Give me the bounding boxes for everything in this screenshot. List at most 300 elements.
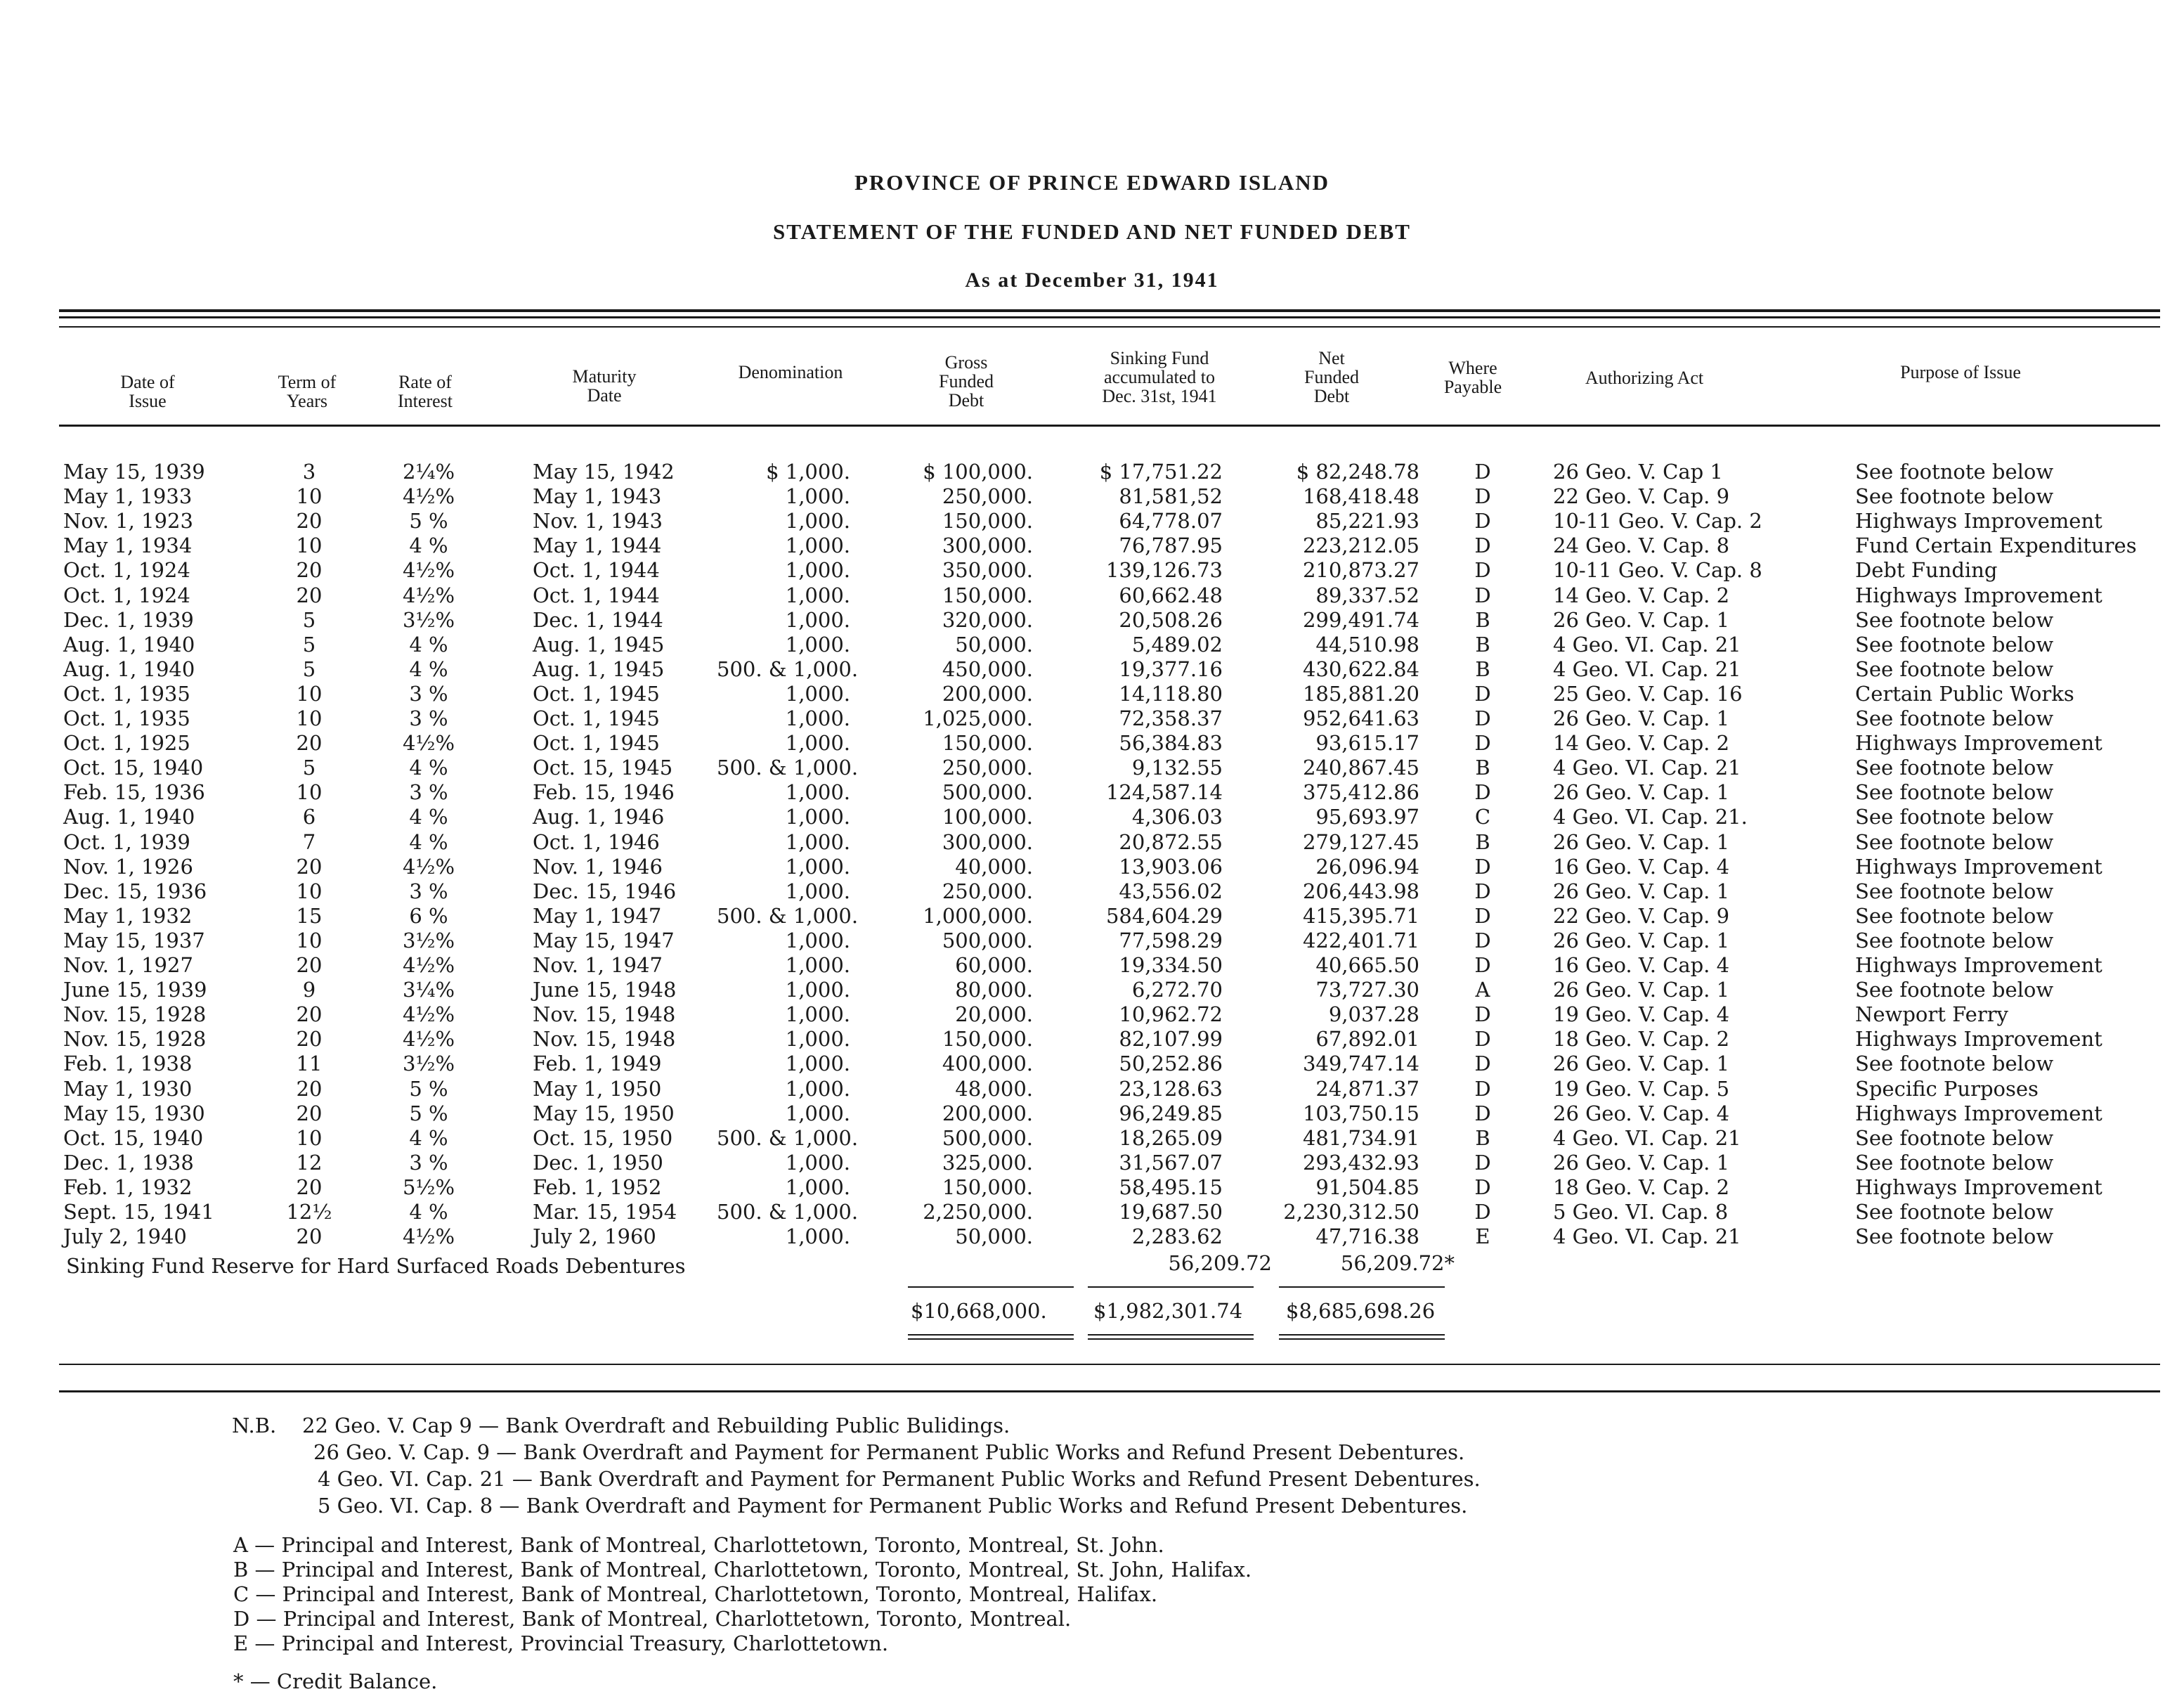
cell-issue: Oct. 1, 1939	[63, 829, 190, 854]
top-rule-1	[59, 309, 2160, 312]
cell-term: 7	[302, 829, 316, 854]
cell-denom: 1,000.	[785, 854, 850, 879]
cell-purpose: See footnote below	[1855, 879, 2054, 903]
cell-purpose: See footnote below	[1855, 1052, 2054, 1076]
cell-purpose: See footnote below	[1855, 978, 2054, 1002]
cell-sinking: 9,132.55	[1131, 756, 1223, 780]
cell-where: D	[1474, 1002, 1491, 1027]
cell-gross: 450,000.	[942, 657, 1033, 681]
cell-rate: 2¼%	[402, 460, 455, 484]
cell-where: D	[1474, 879, 1491, 903]
cell-rate: 4 %	[409, 756, 448, 780]
cell-purpose: Highways Improvement	[1855, 1101, 2102, 1125]
cell-sinking: 23,128.63	[1119, 1076, 1223, 1101]
net-total-underline-2	[1279, 1338, 1445, 1340]
cell-net: 293,432.93	[1302, 1150, 1419, 1175]
cell-where: E	[1475, 1224, 1490, 1249]
cell-purpose: See footnote below	[1855, 829, 2054, 854]
table-row	[0, 509, 2184, 534]
cell-act: 24 Geo. V. Cap. 8	[1553, 534, 1730, 558]
header-where	[1431, 358, 1515, 396]
cell-net: 210,873.27	[1302, 558, 1419, 583]
cell-issue: May 15, 1937	[63, 928, 205, 952]
cell-sinking: 76,787.95	[1119, 534, 1223, 558]
sinking-total-underline-2	[1088, 1338, 1254, 1340]
cell-sinking: 4,306.03	[1131, 805, 1223, 829]
cell-rate: 5½%	[402, 1175, 455, 1199]
net-total-underline	[1279, 1334, 1445, 1336]
cell-term: 12	[296, 1150, 323, 1175]
cell-sinking: 14,118.80	[1119, 681, 1223, 706]
cell-term: 20	[296, 1175, 323, 1199]
cell-issue: Sept. 15, 1941	[63, 1200, 214, 1224]
cell-term: 12½	[286, 1200, 332, 1224]
cell-term: 20	[296, 1027, 323, 1052]
total-sinking: $1,982,301.74	[1093, 1299, 1243, 1323]
cell-sinking: 31,567.07	[1119, 1150, 1223, 1175]
cell-rate: 3 %	[409, 879, 448, 903]
cell-term: 15	[296, 903, 323, 928]
cell-denom: 1,000.	[785, 953, 850, 977]
header-line: Issue	[129, 391, 167, 411]
cell-term: 3	[302, 460, 316, 484]
cell-term: 20	[296, 1101, 323, 1125]
header-line: Funded	[939, 371, 994, 392]
header-line: Gross	[944, 352, 988, 373]
table-row	[0, 1052, 2184, 1076]
cell-term: 5	[302, 657, 316, 681]
cell-act: 25 Geo. V. Cap. 16	[1553, 681, 1743, 706]
cell-issue: May 1, 1930	[63, 1076, 193, 1101]
cell-sinking: 5,489.02	[1131, 632, 1223, 657]
header-line: Date	[587, 385, 622, 406]
cell-denom: 1,000.	[785, 583, 850, 607]
cell-rate: 4 %	[409, 805, 448, 829]
cell-net: 279,127.45	[1302, 829, 1419, 854]
cell-rate: 4½%	[402, 583, 455, 607]
cell-net: 44,510.98	[1315, 632, 1419, 657]
cell-sinking: 20,508.26	[1119, 607, 1223, 632]
cell-issue: May 15, 1930	[63, 1101, 205, 1125]
cell-maturity: Oct. 15, 1945	[533, 756, 673, 780]
cell-rate: 6 %	[409, 903, 448, 928]
cell-gross: 150,000.	[942, 731, 1033, 756]
cell-issue: Nov. 15, 1928	[63, 1027, 207, 1052]
cell-net: 952,641.63	[1302, 706, 1419, 730]
cell-denom: 1,000.	[785, 780, 850, 805]
legend-line: E — Principal and Interest, Provincial Treasury, Charlottetown.	[233, 1631, 889, 1655]
header-term	[261, 373, 353, 410]
cell-net: 168,418.48	[1302, 484, 1419, 509]
cell-act: 4 Geo. VI. Cap. 21	[1553, 1125, 1741, 1150]
cell-issue: Aug. 1, 1940	[63, 805, 195, 829]
header-line: Rate of	[398, 372, 452, 392]
cell-maturity: May 1, 1947	[533, 903, 662, 928]
sinking-total-rule	[1088, 1286, 1254, 1288]
cell-sinking: 82,107.99	[1119, 1027, 1223, 1052]
cell-gross: 500,000.	[942, 780, 1033, 805]
cell-net: 299,491.74	[1302, 607, 1419, 632]
table-row	[0, 978, 2184, 1002]
header-line: Years	[286, 391, 328, 411]
cell-term: 20	[296, 509, 323, 534]
cell-sinking: 18,265.09	[1119, 1125, 1223, 1150]
cell-maturity: Oct. 15, 1950	[533, 1125, 673, 1150]
cell-gross: 250,000.	[942, 879, 1033, 903]
cell-rate: 4 %	[409, 632, 448, 657]
cell-act: 26 Geo. V. Cap. 1	[1553, 978, 1730, 1002]
cell-gross: 250,000.	[942, 484, 1033, 509]
table-row	[0, 904, 2184, 929]
cell-issue: Oct. 1, 1925	[63, 731, 190, 756]
sinking-total-underline	[1088, 1334, 1254, 1336]
cell-maturity: Oct. 1, 1946	[533, 829, 660, 854]
cell-maturity: June 15, 1948	[533, 978, 677, 1002]
cell-act: 4 Geo. VI. Cap. 21	[1553, 632, 1741, 657]
cell-denom: 1,000.	[785, 484, 850, 509]
bottom-rule-2	[59, 1390, 2160, 1392]
legend-line: C — Principal and Interest, Bank of Montreal, Charlottetown, Toronto, Montreal, Halifax.	[233, 1582, 1158, 1606]
header-line: Maturity	[572, 366, 637, 387]
cell-rate: 5 %	[409, 1101, 448, 1125]
total-gross: $10,668,000.	[911, 1299, 1047, 1323]
header-rule	[59, 425, 2160, 427]
cell-where: D	[1474, 509, 1491, 534]
cell-sinking: 13,903.06	[1119, 854, 1223, 879]
cell-term: 10	[296, 780, 323, 805]
cell-term: 9	[302, 978, 316, 1002]
header-denomination	[710, 363, 871, 382]
cell-purpose: See footnote below	[1855, 607, 2054, 632]
cell-net: 422,401.71	[1302, 928, 1419, 952]
cell-issue: May 1, 1934	[63, 534, 193, 558]
cell-denom: 1,000.	[785, 879, 850, 903]
table-row	[0, 1151, 2184, 1175]
note-prefix: N.B.	[232, 1414, 277, 1437]
cell-act: 22 Geo. V. Cap. 9	[1553, 484, 1730, 509]
cell-purpose: See footnote below	[1855, 706, 2054, 730]
cell-gross: 500,000.	[942, 928, 1033, 952]
table-row	[0, 657, 2184, 682]
cell-act: 16 Geo. V. Cap. 4	[1553, 953, 1730, 977]
cell-issue: Nov. 1, 1923	[63, 509, 193, 534]
header-purpose	[1855, 363, 2066, 382]
table-row	[0, 484, 2184, 509]
cell-sinking: 72,358.37	[1119, 706, 1223, 730]
table-row	[0, 1002, 2184, 1027]
cell-where: D	[1474, 1175, 1491, 1199]
table-row	[0, 1077, 2184, 1101]
cell-term: 5	[302, 756, 316, 780]
credit-balance-note: * — Credit Balance.	[233, 1669, 438, 1693]
reserve-net: 56,209.72*	[1340, 1251, 1455, 1275]
cell-denom: 1,000.	[785, 681, 850, 706]
cell-act: 22 Geo. V. Cap. 9	[1553, 903, 1730, 928]
cell-rate: 3½%	[402, 1052, 455, 1076]
cell-gross: 350,000.	[942, 558, 1033, 583]
cell-issue: Dec. 15, 1936	[63, 879, 207, 903]
cell-net: $ 82,248.78	[1296, 460, 1419, 484]
cell-where: D	[1474, 706, 1491, 730]
cell-issue: May 1, 1933	[63, 484, 193, 509]
cell-denom: 1,000.	[785, 1224, 850, 1249]
cell-rate: 4½%	[402, 731, 455, 756]
legend-line: A — Principal and Interest, Bank of Montreal, Charlottetown, Toronto, Montreal, St. John.	[233, 1533, 1164, 1557]
cell-rate: 4½%	[402, 558, 455, 583]
cell-maturity: Dec. 1, 1950	[533, 1150, 663, 1175]
cell-gross: 320,000.	[942, 607, 1033, 632]
legend-line: D — Principal and Interest, Bank of Montreal, Charlottetown, Toronto, Montreal.	[233, 1607, 1072, 1631]
cell-gross: 500,000.	[942, 1125, 1033, 1150]
header-date-of-issue	[91, 373, 204, 410]
header-line: Debt	[1313, 386, 1350, 406]
cell-purpose: See footnote below	[1855, 1200, 2054, 1224]
reserve-sinking: 56,209.72	[1168, 1251, 1272, 1275]
cell-act: 19 Geo. V. Cap. 4	[1553, 1002, 1730, 1027]
cell-maturity: Feb. 1, 1949	[533, 1052, 662, 1076]
cell-sinking: 2,283.62	[1131, 1224, 1223, 1249]
cell-denom: $ 1,000.	[766, 460, 850, 484]
reserve-label: Sinking Fund Reserve for Hard Surfaced Roads Debentures	[66, 1254, 686, 1278]
cell-denom: 1,000.	[785, 607, 850, 632]
header-line: Funded	[1304, 367, 1359, 387]
cell-issue: May 1, 1932	[63, 903, 193, 928]
cell-gross: 200,000.	[942, 681, 1033, 706]
cell-denom: 1,000.	[785, 632, 850, 657]
cell-issue: Oct. 1, 1935	[63, 681, 190, 706]
net-total-rule	[1279, 1286, 1445, 1288]
header-gross	[914, 353, 1019, 410]
gross-total-underline	[908, 1334, 1074, 1336]
cell-term: 20	[296, 731, 323, 756]
cell-sinking: $ 17,751.22	[1099, 460, 1223, 484]
cell-net: 85,221.93	[1315, 509, 1419, 534]
cell-sinking: 81,581,52	[1119, 484, 1223, 509]
cell-act: 10-11 Geo. V. Cap. 8	[1553, 558, 1762, 583]
header-line: Interest	[398, 391, 453, 411]
cell-net: 40,665.50	[1315, 953, 1419, 977]
cell-rate: 4½%	[402, 484, 455, 509]
cell-purpose: Specific Purposes	[1855, 1076, 2039, 1101]
cell-net: 2,230,312.50	[1283, 1200, 1419, 1224]
header-act	[1560, 368, 1729, 387]
cell-purpose: See footnote below	[1855, 780, 2054, 805]
cell-gross: 2,250,000.	[923, 1200, 1033, 1224]
header-line: Where	[1448, 358, 1497, 378]
table-row	[0, 1224, 2184, 1249]
header-line: Authorizing Act	[1585, 368, 1704, 388]
header-rate	[379, 373, 471, 410]
cell-gross: 400,000.	[942, 1052, 1033, 1076]
cell-sinking: 56,384.83	[1119, 731, 1223, 756]
cell-maturity: May 15, 1950	[533, 1101, 675, 1125]
cell-where: D	[1474, 928, 1491, 952]
table-row	[0, 929, 2184, 953]
cell-sinking: 60,662.48	[1119, 583, 1223, 607]
cell-issue: Oct. 1, 1935	[63, 706, 190, 730]
cell-issue: Oct. 15, 1940	[63, 1125, 204, 1150]
cell-purpose: See footnote below	[1855, 1125, 2054, 1150]
cell-where: D	[1474, 534, 1491, 558]
cell-net: 47,716.38	[1315, 1224, 1419, 1249]
cell-sinking: 43,556.02	[1119, 879, 1223, 903]
cell-issue: Feb. 15, 1936	[63, 780, 205, 805]
header-line: Dec. 31st, 1941	[1102, 386, 1217, 406]
cell-denom: 1,000.	[785, 1076, 850, 1101]
header-line: Payable	[1443, 377, 1502, 397]
cell-gross: 50,000.	[955, 632, 1033, 657]
cell-net: 375,412.86	[1302, 780, 1419, 805]
header-line: Date of	[120, 372, 175, 392]
cell-net: 415,395.71	[1302, 903, 1419, 928]
cell-purpose: See footnote below	[1855, 632, 2054, 657]
cell-issue: Aug. 1, 1940	[63, 632, 195, 657]
cell-sinking: 10,962.72	[1119, 1002, 1223, 1027]
cell-act: 10-11 Geo. V. Cap. 2	[1553, 509, 1762, 534]
cell-rate: 3½%	[402, 928, 455, 952]
cell-rate: 5 %	[409, 1076, 448, 1101]
cell-act: 19 Geo. V. Cap. 5	[1553, 1076, 1730, 1101]
cell-issue: Feb. 1, 1932	[63, 1175, 193, 1199]
cell-issue: Oct. 1, 1924	[63, 583, 190, 607]
table-row	[0, 756, 2184, 780]
cell-term: 10	[296, 484, 323, 509]
cell-act: 4 Geo. VI. Cap. 21	[1553, 657, 1741, 681]
cell-act: 14 Geo. V. Cap. 2	[1553, 731, 1730, 756]
cell-rate: 3¼%	[402, 978, 455, 1002]
cell-net: 67,892.01	[1315, 1027, 1419, 1052]
cell-denom: 1,000.	[785, 978, 850, 1002]
cell-denom: 500. & 1,000.	[717, 1200, 859, 1224]
cell-maturity: Aug. 1, 1945	[533, 657, 665, 681]
cell-where: D	[1474, 460, 1491, 484]
cell-where: B	[1475, 829, 1490, 854]
cell-where: B	[1475, 657, 1490, 681]
cell-sinking: 58,495.15	[1119, 1175, 1223, 1199]
table-row	[0, 1101, 2184, 1126]
cell-net: 185,881.20	[1302, 681, 1419, 706]
cell-act: 4 Geo. VI. Cap. 21	[1553, 756, 1741, 780]
cell-denom: 1,000.	[785, 805, 850, 829]
table-row	[0, 731, 2184, 756]
cell-sinking: 64,778.07	[1119, 509, 1223, 534]
cell-purpose: Highways Improvement	[1855, 1175, 2102, 1199]
cell-gross: 40,000.	[955, 854, 1033, 879]
cell-term: 20	[296, 583, 323, 607]
header-sinking	[1082, 349, 1237, 406]
cell-purpose: Highways Improvement	[1855, 854, 2102, 879]
cell-denom: 1,000.	[785, 509, 850, 534]
document-subtitle: STATEMENT OF THE FUNDED AND NET FUNDED DEBT	[773, 219, 1411, 244]
table-row	[0, 460, 2184, 484]
cell-net: 9,037.28	[1328, 1002, 1419, 1027]
cell-term: 20	[296, 953, 323, 977]
table-row	[0, 953, 2184, 978]
cell-term: 10	[296, 681, 323, 706]
cell-maturity: Nov. 1, 1946	[533, 854, 663, 879]
cell-maturity: Nov. 15, 1948	[533, 1027, 676, 1052]
cell-net: 103,750.15	[1302, 1101, 1419, 1125]
cell-issue: June 15, 1939	[63, 978, 207, 1002]
cell-rate: 4 %	[409, 534, 448, 558]
cell-where: D	[1474, 1101, 1491, 1125]
cell-where: D	[1474, 854, 1491, 879]
cell-denom: 1,000.	[785, 534, 850, 558]
cell-purpose: Debt Funding	[1855, 558, 1998, 583]
cell-purpose: See footnote below	[1855, 805, 2054, 829]
note-line: 22 Geo. V. Cap 9 — Bank Overdraft and Rebuilding Public Bulidings.	[302, 1414, 1010, 1437]
table-row	[0, 1126, 2184, 1151]
cell-where: D	[1474, 583, 1491, 607]
cell-act: 26 Geo. V. Cap. 1	[1553, 706, 1730, 730]
cell-term: 20	[296, 558, 323, 583]
cell-act: 16 Geo. V. Cap. 4	[1553, 854, 1730, 879]
header-maturity	[541, 367, 668, 405]
cell-gross: 100,000.	[942, 805, 1033, 829]
cell-maturity: Oct. 1, 1944	[533, 558, 660, 583]
cell-act: 18 Geo. V. Cap. 2	[1553, 1027, 1730, 1052]
cell-gross: 1,025,000.	[923, 706, 1033, 730]
cell-gross: 150,000.	[942, 1027, 1033, 1052]
cell-issue: Aug. 1, 1940	[63, 657, 195, 681]
cell-sinking: 584,604.29	[1105, 903, 1223, 928]
note-line: 5 Geo. VI. Cap. 8 — Bank Overdraft and Payment for Permanent Public Works and Refund Present Debentures.	[318, 1494, 1468, 1518]
cell-where: D	[1474, 1150, 1491, 1175]
cell-rate: 4 %	[409, 1125, 448, 1150]
cell-gross: 150,000.	[942, 583, 1033, 607]
cell-purpose: See footnote below	[1855, 1150, 2054, 1175]
table-row	[0, 682, 2184, 706]
cell-maturity: Dec. 1, 1944	[533, 607, 663, 632]
cell-where: B	[1475, 1125, 1490, 1150]
cell-denom: 1,000.	[785, 706, 850, 730]
cell-net: 481,734.91	[1302, 1125, 1419, 1150]
cell-denom: 500. & 1,000.	[717, 657, 859, 681]
cell-act: 26 Geo. V. Cap 1	[1553, 460, 1723, 484]
cell-act: 14 Geo. V. Cap. 2	[1553, 583, 1730, 607]
cell-net: 73,727.30	[1315, 978, 1419, 1002]
cell-denom: 1,000.	[785, 829, 850, 854]
cell-purpose: See footnote below	[1855, 657, 2054, 681]
cell-sinking: 19,687.50	[1119, 1200, 1223, 1224]
cell-net: 26,096.94	[1315, 854, 1419, 879]
table-row	[0, 583, 2184, 608]
cell-term: 20	[296, 1076, 323, 1101]
cell-purpose: Fund Certain Expenditures	[1855, 534, 2137, 558]
table-row	[0, 830, 2184, 855]
cell-maturity: Feb. 1, 1952	[533, 1175, 662, 1199]
cell-gross: 20,000.	[955, 1002, 1033, 1027]
cell-issue: Dec. 1, 1939	[63, 607, 194, 632]
cell-denom: 500. & 1,000.	[717, 903, 859, 928]
cell-act: 26 Geo. V. Cap. 1	[1553, 780, 1730, 805]
cell-term: 11	[296, 1052, 323, 1076]
cell-rate: 4½%	[402, 1002, 455, 1027]
cell-where: A	[1475, 978, 1490, 1002]
table-row	[0, 706, 2184, 731]
cell-net: 430,622.84	[1302, 657, 1419, 681]
table-row	[0, 633, 2184, 657]
cell-sinking: 77,598.29	[1119, 928, 1223, 952]
cell-gross: $ 100,000.	[923, 460, 1033, 484]
cell-purpose: See footnote below	[1855, 460, 2054, 484]
cell-gross: 300,000.	[942, 534, 1033, 558]
cell-net: 93,615.17	[1315, 731, 1419, 756]
cell-issue: May 15, 1939	[63, 460, 205, 484]
cell-gross: 60,000.	[955, 953, 1033, 977]
cell-issue: Dec. 1, 1938	[63, 1150, 194, 1175]
table-row	[0, 1175, 2184, 1200]
